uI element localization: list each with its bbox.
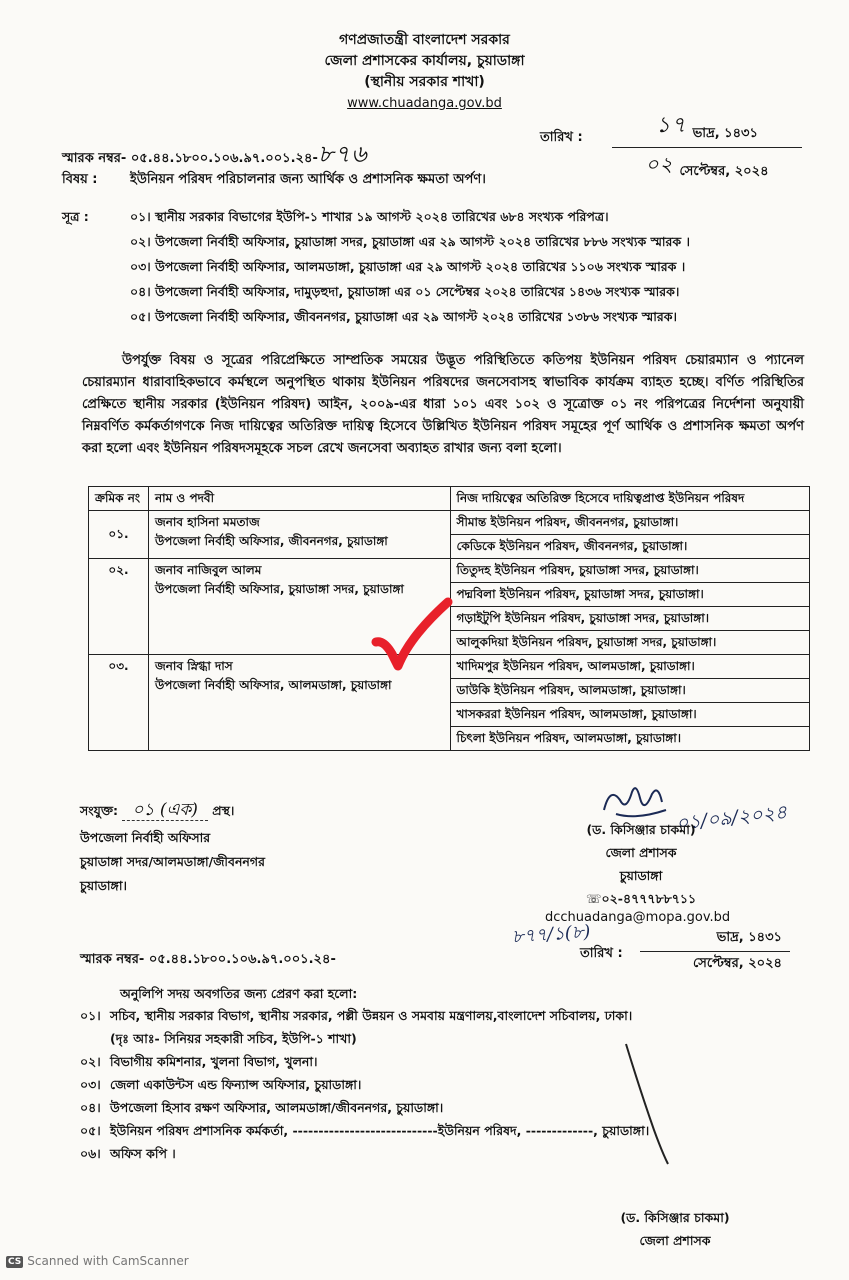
scanner-watermark [6, 1254, 189, 1268]
copy-item-3: ০৩। জেলা একাউন্টস এন্ড ফিন্যান্স অফিসার, চুয়াডাঙ্গা। [80, 1077, 362, 1092]
govt-name: গণপ্রজাতন্ত্রী বাংলাদেশ সরকার [339, 32, 510, 48]
union-cell: চিৎলা ইউনিয়ন পরিষদ, আলমডাঙ্গা, চুয়াডাঙ্গা। [450, 727, 809, 751]
union-cell: খাসকররা ইউনিয়ন পরিষদ, আলমডাঙ্গা, চুয়াডাঙ্গা। [450, 703, 809, 727]
header-name: নাম ও পদবী [148, 487, 450, 511]
office-name: জেলা প্রশাসকের কার্যালয়, চুয়াডাঙ্গা [324, 53, 525, 69]
date-bangla-month: ভাদ্র, ১৪৩১ [692, 126, 758, 141]
copies-list [80, 1004, 649, 1165]
memo2-date-label: তারিখ : [580, 946, 623, 961]
copy-item-5: ০৫। ইউনিয়ন পরিষদ প্রশাসনিক কর্মকর্তা, ----------------------------ইউনিয়ন পরিষদ, -------------, চুয়াডাঙ্গা। [80, 1123, 650, 1138]
scanner-text: Scanned with CamScanner [27, 1254, 189, 1268]
header-serial: ক্রমিক নং [89, 487, 149, 511]
recipient-line-2: চুয়াডাঙ্গা সদর/আলমডাঙ্গা/জীবননগর [80, 854, 265, 869]
union-cell: তিতুদহ ইউনিয়ন পরিষদ, চুয়াডাঙ্গা সদর, চুয়াডাঙ্গা। [450, 559, 809, 583]
row-serial: ০২. [89, 559, 149, 655]
memo2-label: স্মারক নম্বর- ০৫.৪৪.১৮০০.১০৬.৯৭.০০১.২৪- [80, 952, 336, 967]
copy-item-6: ০৬। অফিস কপি । [80, 1146, 176, 1161]
row-serial: ০১. [89, 511, 149, 559]
copy-item-4: ০৪। উপজেলা হিসাব রক্ষণ অফিসার, আলমডাঙ্গা/জীবননগর, চুয়াডাঙ্গা। [80, 1100, 444, 1115]
website-link[interactable]: www.chuadanga.gov.bd [347, 96, 502, 111]
copy-item-2: ০২। বিভাগীয় কমিশনার, খুলনা বিভাগ, খুলনা। [80, 1054, 318, 1069]
red-checkmark-icon [370, 596, 454, 674]
body-paragraph: উপর্যুক্ত বিষয় ও সূত্রের পরিপ্রেক্ষিতে সাম্প্রতিক সময়ের উদ্ভূত পরিস্থিতিতে কতিপয় ইউনিয়ন পরিষদ চেয়ারম্যান ও প্যানেল চেয়ারম্যান ধারাবাহিকভাবে কর্মস্থলে অনুপস্থিত থাকায় ইউনিয়ন পরিষদের জনসেবাসহ স্বাভাবিক কার্যক্রম ব্যাহত হচ্ছে। বর্ণিত পরিস্থিতির প্রেক্ষিতে স্থানীয় সরকার (ইউনিয়ন পরিষদ) আইন, ২০০৯-এর ধারা ১০১ এবং ১০২ ও সূত্রোক্ত ০১ নং পরিপত্রের নির্দেশনা অনুযায়ী নিম্নবর্ণিত কর্মকর্তাগণকে নিজ দায়িত্বের অতিরিক্ত দায়িত্ব হিসেবে উল্লিখিত ইউনিয়ন পরিষদ সমূহের পূর্ণ আর্থিক ও প্রশাসনিক ক্ষমতা অর্পণ করা হলো এবং ইউনিয়ন পরিষদসমূহকে সচল রেখে জনসেবা অব্যাহত রাখার জন্য বলা হলো। [82, 353, 804, 456]
section-name: (স্থানীয় সরকার শাখা) [364, 74, 485, 90]
officer-name: জনাব হাসিনা মমতাজ [154, 515, 260, 529]
officer-name: জনাব স্নিগ্ধা দাস [154, 659, 233, 673]
table-row [89, 559, 810, 583]
memo-label: স্মারক নম্বর- ০৫.৪৪.১৮০০.১০৬.৯৭.০০১.২৪- [62, 151, 318, 166]
reference-item-1: ০১। স্থানীয় সরকার বিভাগের ইউপি-১ শাখার ১৯ আগস্ট ২০২৪ তারিখের ৬৮৪ সংখ্যক পরিপত্র। [130, 209, 609, 224]
recipient-line-3: চুয়াডাঙ্গা। [80, 878, 127, 893]
officer-designation: উপজেলা নির্বাহী অফিসার, আলমডাঙ্গা, চুয়াডাঙ্গা [154, 678, 392, 692]
union-cell: সীমান্ত ইউনিয়ন পরিষদ, জীবননগর, চুয়াডাঙ্গা। [450, 511, 809, 535]
footer-signatory [590, 1206, 760, 1252]
date-eng-month: সেপ্টেম্বর, ২০২৪ [679, 164, 769, 179]
signatory-phone: ☏০২-৪৭৭৭৮৮৭১১ [585, 891, 697, 906]
signatory-block [566, 818, 716, 910]
document-header [0, 30, 849, 114]
signatory-title: জেলা প্রশাসক [605, 845, 677, 860]
reference-item-2: ০২। উপজেলা নির্বাহী অফিসার, চুয়াডাঙ্গা সদর, চুয়াডাঙ্গা এর ২৯ আগস্ট ২০২৪ তারিখের ৮৮৬ সংখ্যক স্মারক । [130, 234, 690, 249]
camscanner-logo: CS [8, 1256, 22, 1267]
union-cell: কেডিকে ইউনিয়ন পরিষদ, জীবননগর, চুয়াডাঙ্গা। [450, 535, 809, 559]
memo2-handwritten-number: ৮৭৭/১(৮) [511, 921, 592, 948]
officer-designation: উপজেলা নির্বাহী অফিসার, চুয়াডাঙ্গা সদর, চুয়াডাঙ্গা [154, 582, 404, 596]
table-header-row [89, 487, 810, 511]
subject-text: ইউনিয়ন পরিষদ পরিচালনার জন্য আর্থিক ও প্রশাসনিক ক্ষমতা অর্পণ। [130, 172, 486, 187]
copy-item-1-note: (দৃঃ আঃ- সিনিয়র সহকারী সচিব, ইউপি-১ শাখা) [110, 1031, 357, 1046]
footer-signatory-name: (ড. কিসিঞ্জার চাকমা) [620, 1210, 730, 1225]
date-bangla-day: ১৭ [656, 113, 687, 138]
header-union: নিজ দায়িত্বের অতিরিক্ত হিসেবে দায়িত্বপ্রাপ্ত ইউনিয়ন পরিষদ [450, 487, 809, 511]
table-row [89, 511, 810, 535]
references-label: সূত্র : [62, 209, 89, 224]
union-cell: ডাউকি ইউনিয়ন পরিষদ, আলমডাঙ্গা, চুয়াডাঙ্গা। [450, 679, 809, 703]
recipient-block [80, 826, 265, 898]
reference-item-3: ০৩। উপজেলা নির্বাহী অফিসার, আলমডাঙ্গা, চুয়াডাঙ্গা এর ২৯ আগস্ট ২০২৪ তারিখের ১১০৬ সংখ্যক স্মারক । [130, 259, 686, 274]
signatory-district: চুয়াডাঙ্গা [619, 868, 663, 883]
memo2-bangla-month: ভাদ্র, ১৪৩১ [716, 930, 782, 945]
memo-date-label: তারিখ : [540, 130, 583, 145]
officer-name: জনাব নাজিবুল আলম [154, 563, 262, 577]
memo-handwritten-number: ৮৭৬ [317, 140, 368, 168]
date-eng-day: ০২ [645, 152, 674, 176]
subject-line [62, 170, 486, 191]
memo2-eng-month: সেপ্টেম্বর, ২০২৪ [692, 956, 782, 971]
reference-item-4: ০৪। উপজেলা নির্বাহী অফিসার, দামুড়হুদা, চুয়াডাঙ্গা এর ০১ সেপ্টেম্বর ২০২৪ তারিখের ১৪৩৬ সংখ্যক স্মারক। [130, 284, 680, 299]
enclosure-line [80, 798, 234, 823]
union-cell: পদ্মবিলা ইউনিয়ন পরিষদ, চুয়াডাঙ্গা সদর, চুয়াডাঙ্গা। [450, 583, 809, 607]
recipient-line-1: উপজেলা নির্বাহী অফিসার [80, 830, 211, 845]
enclosure-suffix: প্রস্থ। [212, 803, 235, 818]
officer-designation: উপজেলা নির্বাহী অফিসার, জীবননগর, চুয়াডাঙ্গা [154, 534, 388, 548]
footer-signatory-title: জেলা প্রশাসক [639, 1233, 711, 1248]
signature-date: ০১/০৯/২০২৪ [674, 801, 789, 835]
subject-label: বিষয় : [62, 172, 98, 187]
union-cell: আলুকদিয়া ইউনিয়ন পরিষদ, চুয়াডাঙ্গা সদর, চুয়াডাঙ্গা। [450, 631, 809, 655]
union-cell: গড়াইটুপি ইউনিয়ন পরিষদ, চুয়াডাঙ্গা সদর, চুয়াডাঙ্গা। [450, 607, 809, 631]
enclosure-count: ০১ (এক) [122, 800, 208, 821]
memo2-date-block [640, 928, 790, 975]
enclosure-label: সংযুক্ত: [80, 803, 118, 818]
reference-item-5: ০৫। উপজেলা নির্বাহী অফিসার, জীবননগর, চুয়াডাঙ্গা এর ২৯ আগস্ট ২০২৪ তারিখের ১৩৮৬ সংখ্যক স্মারক। [130, 309, 677, 324]
copies-intro: অনুলিপি সদয় অবগতির জন্য প্রেরণ করা হলো: [120, 986, 358, 1001]
row-name-cell [148, 511, 450, 559]
initial-stroke-icon [618, 1040, 678, 1170]
copy-item-1: ০১। সচিব, স্থানীয় সরকার বিভাগ, স্থানীয় সরকার, পল্লী উন্নয়ন ও সমবায় মন্ত্রণালয়,বাংলাদেশ সচিবালয়, ঢাকা। [80, 1008, 633, 1023]
references-list [130, 204, 690, 329]
row-serial: ০৩. [89, 655, 149, 751]
signatory-email[interactable]: dcchuadanga@mopa.gov.bd [545, 910, 731, 925]
memo-date-block [612, 108, 802, 183]
union-cell: খাদিমপুর ইউনিয়ন পরিষদ, আলমডাঙ্গা, চুয়াডাঙ্গা। [450, 655, 809, 679]
signatory-name: (ড. কিসিঞ্জার চাকমা) [586, 822, 696, 837]
